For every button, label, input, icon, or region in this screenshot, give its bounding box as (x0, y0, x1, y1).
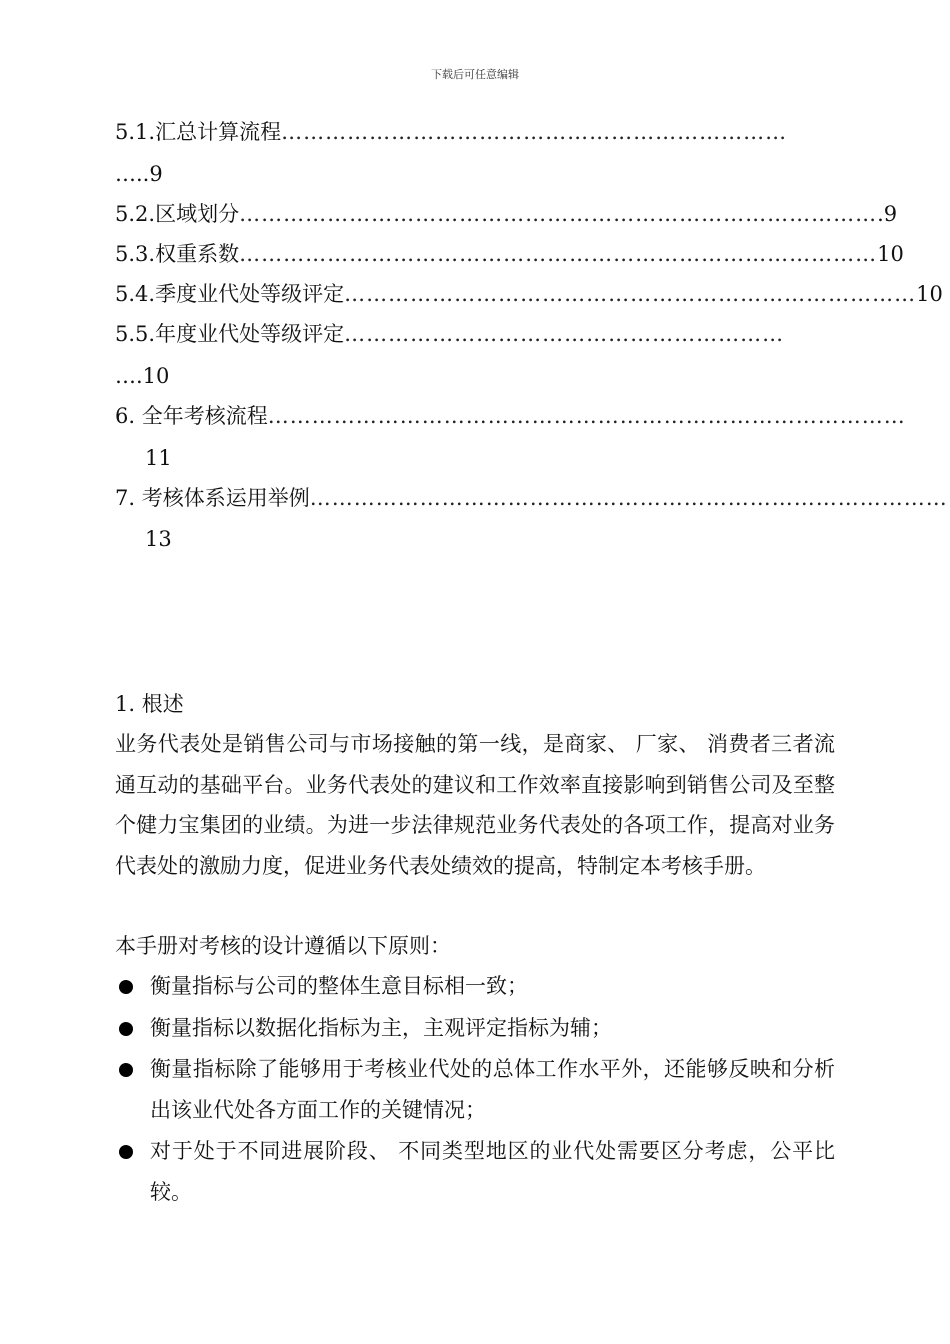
toc-page: ….10 (115, 364, 170, 388)
toc-page: 13 (145, 527, 172, 551)
toc-label: 5.3.权重系数 (115, 242, 240, 266)
toc-page: …..9 (115, 162, 163, 186)
body-paragraph: 业务代表处是销售公司与市场接触的第一线，是商家、 厂家、 消费者三者流通互动的基础平台。业务代表处的建议和工作效率直接影响到销售公司及至整个健力宝集团的业绩。为进一步法律规范业务代表处的各项工作，提高对业务代表处的激励力度，促进业务代表处绩效的提高，特制定本考核手册。 (115, 732, 835, 878)
toc-leader: …………………………………………………………………………… (309, 486, 948, 510)
list-item (115, 966, 835, 1007)
list-item-text: 衡量指标以数据化指标为主，主观评定指标为辅； (150, 1016, 612, 1040)
list-item-text: 衡量指标与公司的整体生意目标相一致； (150, 974, 528, 998)
toc-entry-7[interactable] (115, 484, 948, 512)
list-item (115, 1131, 835, 1212)
toc-entry-5-4[interactable] (115, 280, 943, 308)
toc-entry-6[interactable] (115, 402, 906, 430)
bullet-icon (119, 1063, 133, 1077)
toc-leader: …………………………………………………………… (281, 120, 788, 144)
list-item-text: 对于处于不同进展阶段、 不同类型地区的业代处需要区分考虑，公平比较。 (150, 1139, 835, 1204)
bullet-icon (119, 1145, 133, 1159)
toc-page: .9 (877, 202, 898, 226)
toc-leader: …………………………………………………………………… (344, 282, 917, 306)
page-header: 下载后可任意编辑 (431, 68, 519, 81)
list-item (115, 1049, 835, 1130)
toc-entry-5-2[interactable] (115, 200, 898, 228)
toc-label: 6. 全年考核流程 (115, 404, 268, 428)
toc-leader: …………………………………………………………………………… (239, 242, 878, 266)
toc-leader: …………………………………………………………………………… (239, 202, 878, 226)
toc-page: 11 (145, 446, 172, 470)
toc-label: 5.1.汇总计算流程 (115, 120, 282, 144)
toc-page: 10 (877, 242, 904, 266)
toc-leader: …………………………………………………… (344, 322, 785, 346)
toc-label: 5.5.年度业代处等级评定 (115, 322, 345, 346)
toc-entry-5-1[interactable] (115, 118, 835, 146)
toc-label: 5.4.季度业代处等级评定 (115, 282, 345, 306)
toc-label: 5.2.区域划分 (115, 202, 240, 226)
bullet-icon (119, 980, 133, 994)
toc-label: 7. 考核体系运用举例 (115, 486, 310, 510)
list-item (115, 1008, 835, 1049)
toc-leader: …………………………………………………………………………… (267, 404, 906, 428)
principles-intro: 本手册对考核的设计遵循以下原则： (115, 934, 451, 958)
toc-page: 10 (916, 282, 943, 306)
toc-entry-5-5[interactable] (115, 320, 835, 348)
list-item-text: 衡量指标除了能够用于考核业代处的总体工作水平外，还能够反映和分析出该业代处各方面工作的关键情况； (150, 1057, 835, 1122)
bullet-icon (119, 1022, 133, 1036)
toc-entry-5-3[interactable] (115, 240, 904, 268)
section-heading: 1. 根述 (115, 692, 184, 716)
